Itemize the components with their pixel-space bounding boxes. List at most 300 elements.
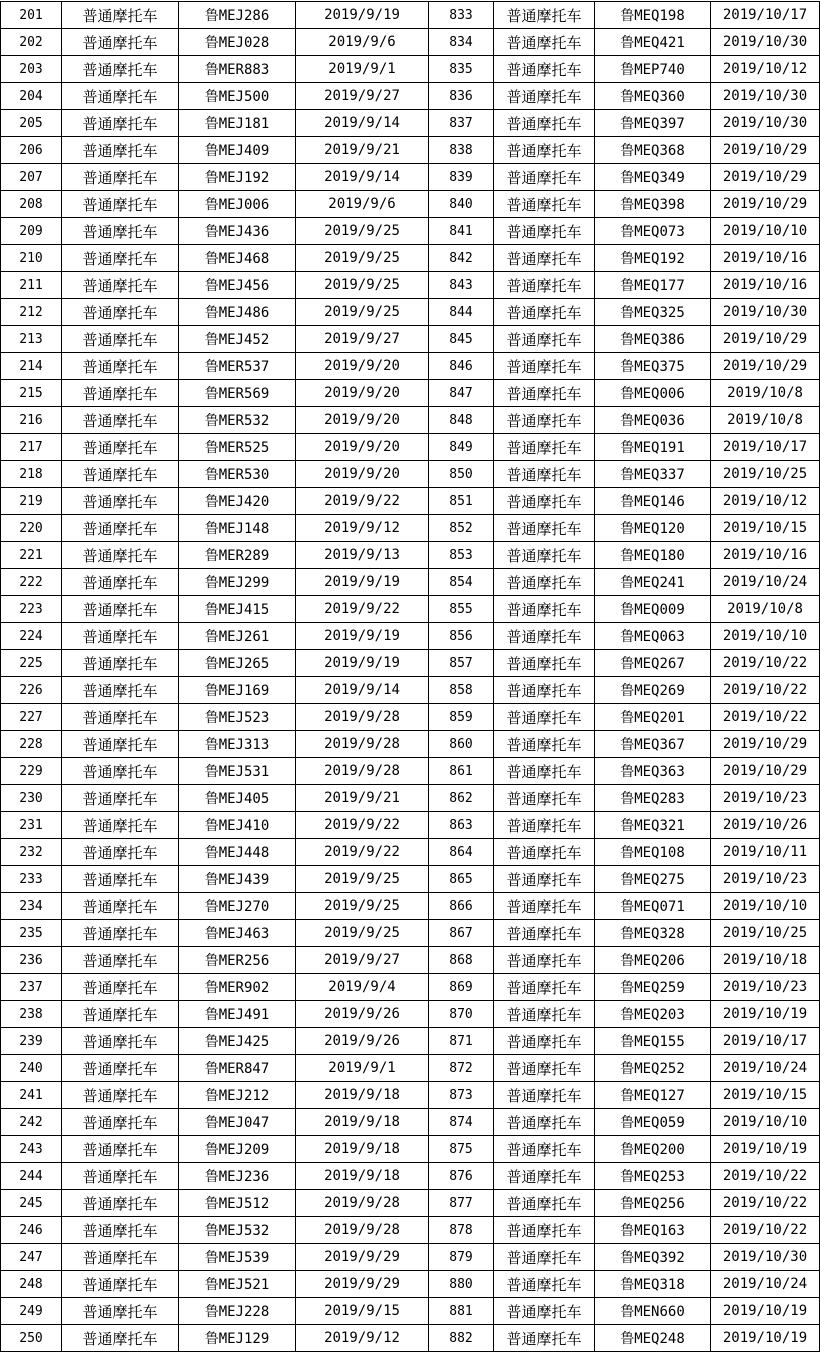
vehicle-type-right: 普通摩托车 xyxy=(494,461,595,488)
row-number-left: 234 xyxy=(1,893,62,920)
vehicle-type-left: 普通摩托车 xyxy=(62,353,179,380)
plate-number-right: 鲁MEQ368 xyxy=(595,137,711,164)
row-number-right: 857 xyxy=(429,650,494,677)
vehicle-type-left: 普通摩托车 xyxy=(62,650,179,677)
vehicle-type-right: 普通摩托车 xyxy=(494,569,595,596)
vehicle-type-left: 普通摩托车 xyxy=(62,1109,179,1136)
vehicle-type-left: 普通摩托车 xyxy=(62,866,179,893)
vehicle-type-left: 普通摩托车 xyxy=(62,812,179,839)
date-left: 2019/9/14 xyxy=(296,110,429,137)
row-number-left: 239 xyxy=(1,1028,62,1055)
vehicle-type-right: 普通摩托车 xyxy=(494,1298,595,1325)
vehicle-type-left: 普通摩托车 xyxy=(62,488,179,515)
date-left: 2019/9/28 xyxy=(296,731,429,758)
vehicle-type-right: 普通摩托车 xyxy=(494,623,595,650)
row-number-left: 223 xyxy=(1,596,62,623)
date-left: 2019/9/19 xyxy=(296,623,429,650)
row-number-right: 862 xyxy=(429,785,494,812)
vehicle-type-left: 普通摩托车 xyxy=(62,461,179,488)
plate-number-right: 鲁MEP740 xyxy=(595,56,711,83)
date-right: 2019/10/10 xyxy=(711,218,820,245)
table-row xyxy=(1,1136,820,1163)
plate-number-left: 鲁MEJ265 xyxy=(179,650,296,677)
date-right: 2019/10/8 xyxy=(711,407,820,434)
plate-number-left: 鲁MEJ531 xyxy=(179,758,296,785)
table-row xyxy=(1,218,820,245)
row-number-right: 874 xyxy=(429,1109,494,1136)
date-left: 2019/9/25 xyxy=(296,920,429,947)
plate-number-right: 鲁MEQ349 xyxy=(595,164,711,191)
row-number-right: 875 xyxy=(429,1136,494,1163)
row-number-left: 214 xyxy=(1,353,62,380)
plate-number-left: 鲁MER569 xyxy=(179,380,296,407)
vehicle-type-left: 普通摩托车 xyxy=(62,569,179,596)
date-left: 2019/9/18 xyxy=(296,1163,429,1190)
row-number-left: 238 xyxy=(1,1001,62,1028)
row-number-right: 869 xyxy=(429,974,494,1001)
table-row xyxy=(1,1298,820,1325)
table-row xyxy=(1,1082,820,1109)
plate-number-left: 鲁MEJ456 xyxy=(179,272,296,299)
plate-number-right: 鲁MEQ386 xyxy=(595,326,711,353)
plate-number-left: 鲁MEJ169 xyxy=(179,677,296,704)
row-number-right: 866 xyxy=(429,893,494,920)
table-row xyxy=(1,650,820,677)
table-row xyxy=(1,191,820,218)
plate-number-right: 鲁MEQ073 xyxy=(595,218,711,245)
date-left: 2019/9/6 xyxy=(296,191,429,218)
vehicle-type-right: 普通摩托车 xyxy=(494,893,595,920)
vehicle-type-right: 普通摩托车 xyxy=(494,974,595,1001)
date-right: 2019/10/12 xyxy=(711,56,820,83)
vehicle-type-left: 普通摩托车 xyxy=(62,1028,179,1055)
date-right: 2019/10/19 xyxy=(711,1136,820,1163)
row-number-right: 872 xyxy=(429,1055,494,1082)
plate-number-left: 鲁MEJ452 xyxy=(179,326,296,353)
table-row xyxy=(1,1055,820,1082)
vehicle-type-right: 普通摩托车 xyxy=(494,812,595,839)
date-right: 2019/10/19 xyxy=(711,1298,820,1325)
vehicle-type-left: 普通摩托车 xyxy=(62,893,179,920)
row-number-left: 218 xyxy=(1,461,62,488)
table-row xyxy=(1,380,820,407)
table-row xyxy=(1,56,820,83)
vehicle-type-right: 普通摩托车 xyxy=(494,29,595,56)
date-right: 2019/10/30 xyxy=(711,110,820,137)
plate-number-right: 鲁MEQ127 xyxy=(595,1082,711,1109)
row-number-left: 209 xyxy=(1,218,62,245)
plate-number-right: 鲁MEQ283 xyxy=(595,785,711,812)
vehicle-type-left: 普通摩托车 xyxy=(62,56,179,83)
vehicle-type-left: 普通摩托车 xyxy=(62,839,179,866)
date-right: 2019/10/25 xyxy=(711,461,820,488)
plate-number-left: 鲁MEJ500 xyxy=(179,83,296,110)
date-left: 2019/9/20 xyxy=(296,380,429,407)
table-row xyxy=(1,866,820,893)
vehicle-type-right: 普通摩托车 xyxy=(494,704,595,731)
date-right: 2019/10/15 xyxy=(711,515,820,542)
vehicle-type-left: 普通摩托车 xyxy=(62,677,179,704)
date-left: 2019/9/20 xyxy=(296,353,429,380)
date-right: 2019/10/19 xyxy=(711,1325,820,1352)
row-number-left: 230 xyxy=(1,785,62,812)
table-row xyxy=(1,1271,820,1298)
plate-number-left: 鲁MEJ420 xyxy=(179,488,296,515)
plate-number-left: 鲁MEJ425 xyxy=(179,1028,296,1055)
row-number-right: 853 xyxy=(429,542,494,569)
vehicle-type-left: 普通摩托车 xyxy=(62,434,179,461)
vehicle-type-right: 普通摩托车 xyxy=(494,191,595,218)
date-right: 2019/10/29 xyxy=(711,731,820,758)
row-number-left: 201 xyxy=(1,2,62,29)
vehicle-type-left: 普通摩托车 xyxy=(62,137,179,164)
row-number-left: 245 xyxy=(1,1190,62,1217)
row-number-right: 860 xyxy=(429,731,494,758)
vehicle-type-left: 普通摩托车 xyxy=(62,947,179,974)
plate-number-left: 鲁MER847 xyxy=(179,1055,296,1082)
table-row xyxy=(1,947,820,974)
date-right: 2019/10/22 xyxy=(711,1190,820,1217)
plate-number-left: 鲁MEJ028 xyxy=(179,29,296,56)
date-left: 2019/9/14 xyxy=(296,677,429,704)
row-number-right: 865 xyxy=(429,866,494,893)
plate-number-left: 鲁MEJ512 xyxy=(179,1190,296,1217)
table-row xyxy=(1,110,820,137)
row-number-right: 873 xyxy=(429,1082,494,1109)
plate-number-right: 鲁MEQ337 xyxy=(595,461,711,488)
vehicle-type-left: 普通摩托车 xyxy=(62,1325,179,1352)
plate-number-right: 鲁MEQ269 xyxy=(595,677,711,704)
row-number-left: 210 xyxy=(1,245,62,272)
vehicle-type-left: 普通摩托车 xyxy=(62,704,179,731)
row-number-right: 852 xyxy=(429,515,494,542)
plate-number-left: 鲁MEJ409 xyxy=(179,137,296,164)
date-left: 2019/9/12 xyxy=(296,1325,429,1352)
plate-number-left: 鲁MEJ468 xyxy=(179,245,296,272)
table-body xyxy=(1,2,820,1352)
row-number-right: 834 xyxy=(429,29,494,56)
vehicle-type-right: 普通摩托车 xyxy=(494,272,595,299)
date-right: 2019/10/10 xyxy=(711,1109,820,1136)
date-left: 2019/9/1 xyxy=(296,56,429,83)
vehicle-type-left: 普通摩托车 xyxy=(62,272,179,299)
row-number-right: 846 xyxy=(429,353,494,380)
vehicle-type-left: 普通摩托车 xyxy=(62,1163,179,1190)
vehicle-type-right: 普通摩托车 xyxy=(494,326,595,353)
table-row xyxy=(1,704,820,731)
table-row xyxy=(1,920,820,947)
date-left: 2019/9/22 xyxy=(296,488,429,515)
plate-number-left: 鲁MEJ192 xyxy=(179,164,296,191)
plate-number-left: 鲁MEJ209 xyxy=(179,1136,296,1163)
date-left: 2019/9/4 xyxy=(296,974,429,1001)
vehicle-type-right: 普通摩托车 xyxy=(494,920,595,947)
plate-number-left: 鲁MER530 xyxy=(179,461,296,488)
plate-number-right: 鲁MEQ180 xyxy=(595,542,711,569)
date-left: 2019/9/20 xyxy=(296,407,429,434)
row-number-right: 859 xyxy=(429,704,494,731)
date-left: 2019/9/27 xyxy=(296,83,429,110)
date-right: 2019/10/17 xyxy=(711,2,820,29)
plate-number-left: 鲁MEJ405 xyxy=(179,785,296,812)
plate-number-right: 鲁MEQ318 xyxy=(595,1271,711,1298)
plate-number-left: 鲁MEJ129 xyxy=(179,1325,296,1352)
row-number-right: 848 xyxy=(429,407,494,434)
plate-number-right: 鲁MEQ192 xyxy=(595,245,711,272)
plate-number-right: 鲁MEQ375 xyxy=(595,353,711,380)
vehicle-type-left: 普通摩托车 xyxy=(62,191,179,218)
row-number-left: 241 xyxy=(1,1082,62,1109)
vehicle-type-right: 普通摩托车 xyxy=(494,137,595,164)
row-number-right: 881 xyxy=(429,1298,494,1325)
date-right: 2019/10/29 xyxy=(711,353,820,380)
vehicle-type-right: 普通摩托车 xyxy=(494,407,595,434)
table-row xyxy=(1,1244,820,1271)
table-row xyxy=(1,29,820,56)
vehicle-type-left: 普通摩托车 xyxy=(62,731,179,758)
date-right: 2019/10/22 xyxy=(711,1163,820,1190)
date-left: 2019/9/27 xyxy=(296,947,429,974)
row-number-right: 867 xyxy=(429,920,494,947)
plate-number-left: 鲁MEJ236 xyxy=(179,1163,296,1190)
vehicle-type-left: 普通摩托车 xyxy=(62,110,179,137)
vehicle-type-right: 普通摩托车 xyxy=(494,515,595,542)
row-number-left: 243 xyxy=(1,1136,62,1163)
vehicle-type-right: 普通摩托车 xyxy=(494,110,595,137)
plate-number-right: 鲁MEQ398 xyxy=(595,191,711,218)
plate-number-right: 鲁MEQ241 xyxy=(595,569,711,596)
plate-number-right: 鲁MEQ006 xyxy=(595,380,711,407)
date-right: 2019/10/15 xyxy=(711,1082,820,1109)
vehicle-type-right: 普通摩托车 xyxy=(494,1271,595,1298)
vehicle-type-right: 普通摩托车 xyxy=(494,758,595,785)
date-left: 2019/9/25 xyxy=(296,218,429,245)
date-left: 2019/9/25 xyxy=(296,299,429,326)
plate-number-right: 鲁MEQ063 xyxy=(595,623,711,650)
row-number-left: 247 xyxy=(1,1244,62,1271)
date-left: 2019/9/18 xyxy=(296,1109,429,1136)
plate-number-right: 鲁MEQ392 xyxy=(595,1244,711,1271)
date-right: 2019/10/29 xyxy=(711,137,820,164)
table-row xyxy=(1,299,820,326)
vehicle-type-right: 普通摩托车 xyxy=(494,542,595,569)
plate-number-left: 鲁MEJ006 xyxy=(179,191,296,218)
vehicle-type-left: 普通摩托车 xyxy=(62,1136,179,1163)
row-number-left: 237 xyxy=(1,974,62,1001)
row-number-left: 244 xyxy=(1,1163,62,1190)
plate-number-left: 鲁MEJ532 xyxy=(179,1217,296,1244)
date-right: 2019/10/8 xyxy=(711,596,820,623)
plate-number-right: 鲁MEQ206 xyxy=(595,947,711,974)
vehicle-type-right: 普通摩托车 xyxy=(494,866,595,893)
date-right: 2019/10/29 xyxy=(711,191,820,218)
date-right: 2019/10/17 xyxy=(711,434,820,461)
date-left: 2019/9/12 xyxy=(296,515,429,542)
row-number-right: 879 xyxy=(429,1244,494,1271)
vehicle-type-left: 普通摩托车 xyxy=(62,1271,179,1298)
row-number-left: 232 xyxy=(1,839,62,866)
vehicle-type-left: 普通摩托车 xyxy=(62,245,179,272)
date-right: 2019/10/16 xyxy=(711,272,820,299)
vehicle-type-left: 普通摩托车 xyxy=(62,623,179,650)
vehicle-type-right: 普通摩托车 xyxy=(494,83,595,110)
plate-number-right: 鲁MEQ275 xyxy=(595,866,711,893)
row-number-right: 863 xyxy=(429,812,494,839)
plate-number-right: 鲁MEQ259 xyxy=(595,974,711,1001)
row-number-left: 203 xyxy=(1,56,62,83)
vehicle-type-left: 普通摩托车 xyxy=(62,596,179,623)
plate-number-left: 鲁MEJ463 xyxy=(179,920,296,947)
vehicle-type-left: 普通摩托车 xyxy=(62,515,179,542)
vehicle-type-right: 普通摩托车 xyxy=(494,1190,595,1217)
table-row xyxy=(1,272,820,299)
vehicle-list-table xyxy=(0,1,820,1352)
row-number-left: 224 xyxy=(1,623,62,650)
date-left: 2019/9/28 xyxy=(296,758,429,785)
date-right: 2019/10/30 xyxy=(711,83,820,110)
row-number-right: 843 xyxy=(429,272,494,299)
row-number-left: 240 xyxy=(1,1055,62,1082)
row-number-left: 216 xyxy=(1,407,62,434)
row-number-left: 213 xyxy=(1,326,62,353)
date-left: 2019/9/20 xyxy=(296,434,429,461)
vehicle-type-left: 普通摩托车 xyxy=(62,920,179,947)
date-right: 2019/10/30 xyxy=(711,29,820,56)
plate-number-right: 鲁MEQ163 xyxy=(595,1217,711,1244)
date-left: 2019/9/18 xyxy=(296,1136,429,1163)
date-left: 2019/9/28 xyxy=(296,704,429,731)
date-right: 2019/10/30 xyxy=(711,1244,820,1271)
plate-number-left: 鲁MER902 xyxy=(179,974,296,1001)
vehicle-type-left: 普通摩托车 xyxy=(62,326,179,353)
vehicle-type-right: 普通摩托车 xyxy=(494,1244,595,1271)
row-number-right: 850 xyxy=(429,461,494,488)
table-row xyxy=(1,839,820,866)
date-right: 2019/10/29 xyxy=(711,164,820,191)
plate-number-left: 鲁MEJ439 xyxy=(179,866,296,893)
date-right: 2019/10/22 xyxy=(711,677,820,704)
row-number-left: 229 xyxy=(1,758,62,785)
plate-number-left: 鲁MEJ523 xyxy=(179,704,296,731)
table-row xyxy=(1,569,820,596)
table-row xyxy=(1,137,820,164)
table-row xyxy=(1,488,820,515)
row-number-right: 842 xyxy=(429,245,494,272)
table-row xyxy=(1,353,820,380)
vehicle-type-left: 普通摩托车 xyxy=(62,1055,179,1082)
table-row xyxy=(1,326,820,353)
plate-number-left: 鲁MER289 xyxy=(179,542,296,569)
plate-number-right: 鲁MEQ203 xyxy=(595,1001,711,1028)
row-number-right: 877 xyxy=(429,1190,494,1217)
date-right: 2019/10/8 xyxy=(711,380,820,407)
vehicle-type-right: 普通摩托车 xyxy=(494,353,595,380)
date-right: 2019/10/10 xyxy=(711,893,820,920)
vehicle-type-right: 普通摩托车 xyxy=(494,299,595,326)
plate-number-right: 鲁MEQ036 xyxy=(595,407,711,434)
row-number-right: 856 xyxy=(429,623,494,650)
table-row xyxy=(1,407,820,434)
vehicle-type-left: 普通摩托车 xyxy=(62,758,179,785)
vehicle-type-right: 普通摩托车 xyxy=(494,434,595,461)
row-number-left: 221 xyxy=(1,542,62,569)
row-number-right: 870 xyxy=(429,1001,494,1028)
date-left: 2019/9/19 xyxy=(296,650,429,677)
date-right: 2019/10/18 xyxy=(711,947,820,974)
vehicle-type-right: 普通摩托车 xyxy=(494,380,595,407)
date-left: 2019/9/22 xyxy=(296,839,429,866)
vehicle-type-left: 普通摩托车 xyxy=(62,1217,179,1244)
date-left: 2019/9/15 xyxy=(296,1298,429,1325)
table-row xyxy=(1,812,820,839)
plate-number-left: 鲁MEJ313 xyxy=(179,731,296,758)
date-right: 2019/10/26 xyxy=(711,812,820,839)
table-row xyxy=(1,1109,820,1136)
table-row xyxy=(1,434,820,461)
plate-number-left: 鲁MEJ410 xyxy=(179,812,296,839)
date-left: 2019/9/19 xyxy=(296,569,429,596)
row-number-right: 844 xyxy=(429,299,494,326)
row-number-right: 855 xyxy=(429,596,494,623)
plate-number-right: 鲁MEQ201 xyxy=(595,704,711,731)
row-number-left: 225 xyxy=(1,650,62,677)
plate-number-left: 鲁MEJ181 xyxy=(179,110,296,137)
vehicle-type-right: 普通摩托车 xyxy=(494,677,595,704)
row-number-left: 233 xyxy=(1,866,62,893)
date-left: 2019/9/25 xyxy=(296,866,429,893)
date-right: 2019/10/19 xyxy=(711,1001,820,1028)
row-number-left: 212 xyxy=(1,299,62,326)
vehicle-type-right: 普通摩托车 xyxy=(494,785,595,812)
row-number-right: 845 xyxy=(429,326,494,353)
plate-number-right: 鲁MEQ059 xyxy=(595,1109,711,1136)
row-number-left: 208 xyxy=(1,191,62,218)
date-left: 2019/9/14 xyxy=(296,164,429,191)
row-number-left: 202 xyxy=(1,29,62,56)
plate-number-right: 鲁MEQ155 xyxy=(595,1028,711,1055)
row-number-left: 250 xyxy=(1,1325,62,1352)
vehicle-type-left: 普通摩托车 xyxy=(62,542,179,569)
vehicle-type-right: 普通摩托车 xyxy=(494,218,595,245)
row-number-left: 227 xyxy=(1,704,62,731)
vehicle-type-right: 普通摩托车 xyxy=(494,1001,595,1028)
row-number-left: 248 xyxy=(1,1271,62,1298)
table-row xyxy=(1,785,820,812)
table-row xyxy=(1,1325,820,1352)
vehicle-type-right: 普通摩托车 xyxy=(494,2,595,29)
row-number-left: 215 xyxy=(1,380,62,407)
row-number-right: 849 xyxy=(429,434,494,461)
row-number-right: 861 xyxy=(429,758,494,785)
row-number-right: 840 xyxy=(429,191,494,218)
vehicle-type-left: 普通摩托车 xyxy=(62,1001,179,1028)
plate-number-right: 鲁MEQ256 xyxy=(595,1190,711,1217)
plate-number-right: 鲁MEQ252 xyxy=(595,1055,711,1082)
plate-number-left: 鲁MEJ539 xyxy=(179,1244,296,1271)
vehicle-type-right: 普通摩托车 xyxy=(494,245,595,272)
plate-number-left: 鲁MEJ286 xyxy=(179,2,296,29)
date-left: 2019/9/13 xyxy=(296,542,429,569)
row-number-left: 249 xyxy=(1,1298,62,1325)
row-number-right: 858 xyxy=(429,677,494,704)
vehicle-type-right: 普通摩托车 xyxy=(494,1109,595,1136)
row-number-left: 242 xyxy=(1,1109,62,1136)
vehicle-type-left: 普通摩托车 xyxy=(62,299,179,326)
row-number-left: 228 xyxy=(1,731,62,758)
date-left: 2019/9/28 xyxy=(296,1190,429,1217)
date-left: 2019/9/25 xyxy=(296,893,429,920)
vehicle-type-left: 普通摩托车 xyxy=(62,974,179,1001)
